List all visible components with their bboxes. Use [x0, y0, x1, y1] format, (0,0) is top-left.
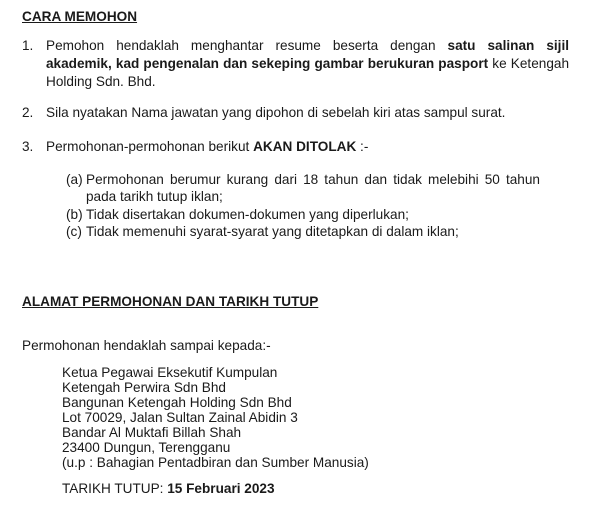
instruction-item-2: Sila nyatakan Nama jawatan yang dipohon di sebelah kiri atas sampul surat. — [46, 105, 506, 120]
item-number: 1. — [22, 38, 34, 53]
sub-item-text: Tidak memenuhi syarat-syarat yang ditetapkan di dalam iklan; — [86, 224, 459, 239]
address-line: 23400 Dungun, Terengganu — [62, 440, 231, 455]
sub-item-label: (a) — [66, 172, 83, 187]
section-heading-cara-memohon: CARA MEMOHON — [22, 9, 138, 24]
address-line: Ketengah Perwira Sdn Bhd — [62, 380, 226, 395]
address-line: Bangunan Ketengah Holding Sdn Bhd — [62, 395, 292, 410]
sub-item-label: (c) — [66, 224, 82, 239]
instruction-item-3 — [46, 138, 569, 155]
sub-item-text: Permohonan berumur kurang dari 18 tahun dan tidak melebihi 50 tahun pada tarikh tutup iklan; — [86, 172, 540, 204]
item-number: 2. — [22, 105, 34, 120]
closing-date-label: TARIKH TUTUP: — [62, 481, 168, 496]
address-intro: Permohonan hendaklah sampai kepada:- — [22, 338, 271, 353]
rejection-item-a — [66, 171, 540, 205]
rejection-item-c — [66, 223, 540, 240]
item-text: ke Ketengah Holding Sdn. Bhd. — [46, 56, 569, 89]
item-text: :- — [356, 139, 369, 154]
closing-date-line — [62, 480, 275, 497]
item-bold-text: satu salinan sijil akademik, kad pengenalan dan sekeping gambar berukuran pasport — [46, 38, 569, 71]
item-text: Pemohon hendaklah menghantar resume beserta dengan — [46, 38, 448, 53]
sub-item-text: Tidak disertakan dokumen-dokumen yang diperlukan; — [86, 207, 409, 222]
address-line: (u.p : Bahagian Pentadbiran dan Sumber Manusia) — [62, 455, 369, 470]
item-text: Permohonan-permohonan berikut — [46, 139, 254, 154]
address-line: Lot 70029, Jalan Sultan Zainal Abidin 3 — [62, 410, 298, 425]
item-number: 3. — [22, 139, 34, 154]
sub-item-label: (b) — [66, 207, 83, 222]
rejection-item-b — [66, 206, 540, 223]
address-line: Bandar Al Muktafi Billah Shah — [62, 425, 242, 440]
item-bold-text: AKAN DITOLAK — [253, 139, 357, 154]
instruction-item-1 — [46, 37, 569, 91]
address-line: Ketua Pegawai Eksekutif Kumpulan — [62, 365, 278, 380]
section-heading-alamat: ALAMAT PERMOHONAN DAN TARIKH TUTUP — [22, 294, 319, 309]
closing-date-value: 15 Februari 2023 — [167, 481, 275, 496]
